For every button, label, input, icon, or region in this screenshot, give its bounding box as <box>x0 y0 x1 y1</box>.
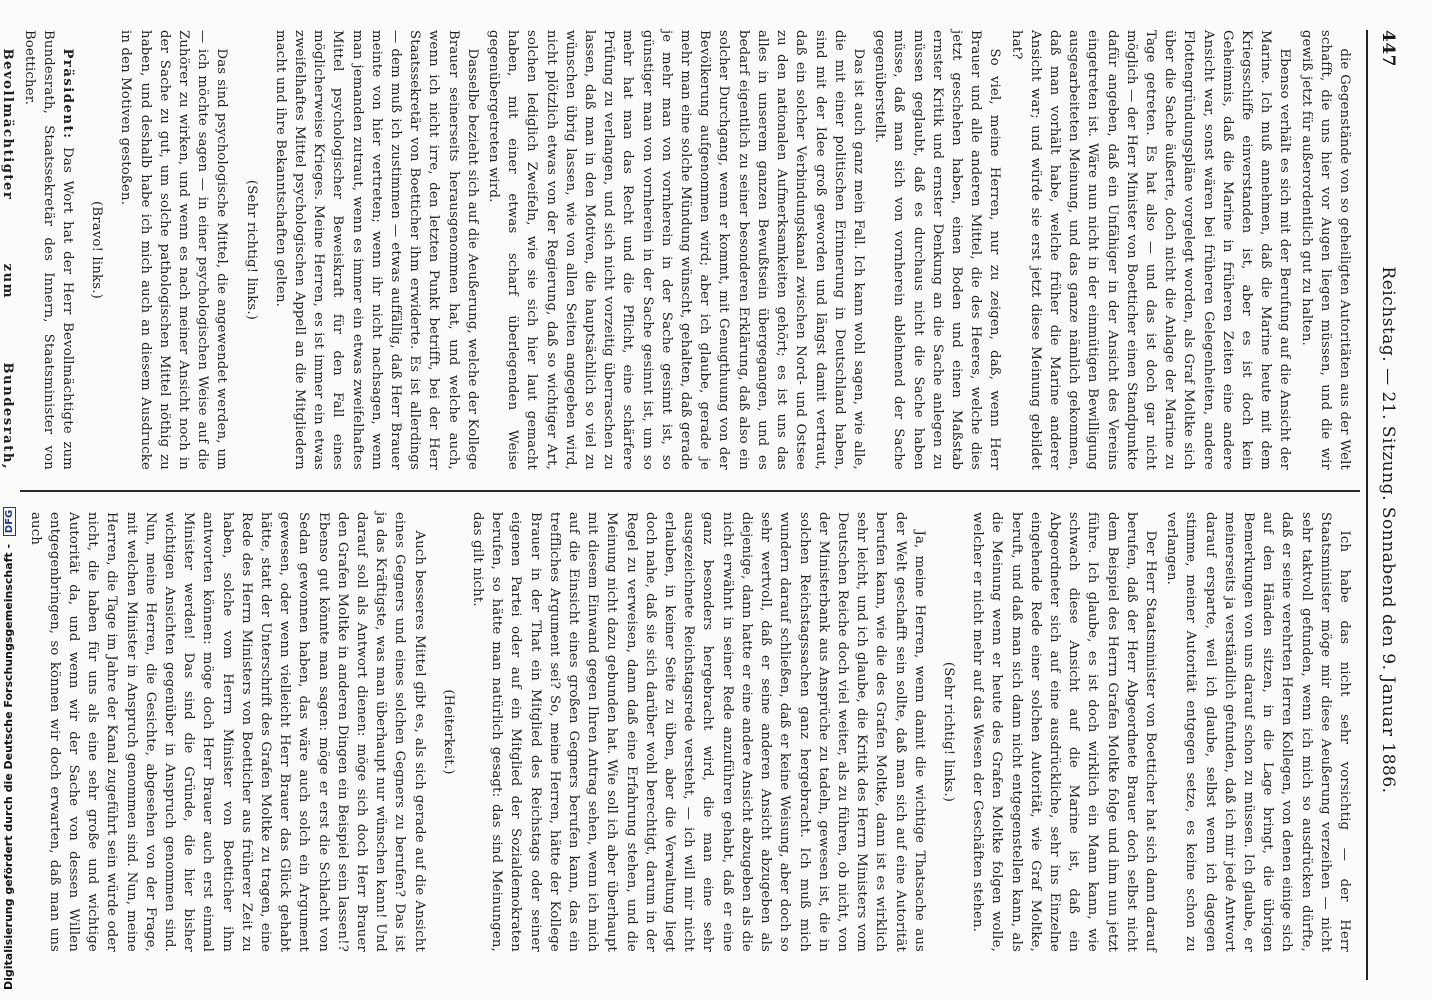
paragraph: die Gegenstände von so geheiligten Autoritäten aus der Welt schafft, die uns hier vor Augen liegen müssen, und die wir gewiß jetzt für außerordentlich gut zu halten. <box>1298 30 1352 470</box>
running-title: Reichstag. — 21. Sitzung. Sonnabend den 9. Januar 1886. <box>1378 266 1398 794</box>
page-number: 447 <box>1378 30 1398 67</box>
paragraph: Das sind psychologische Mittel, die angewendet werden, um — ich möchte sagen — in einer psychologischen Weise auf die Zuhörer zu wirken, und wenn es nach meiner Ansicht noch in der Sache zu gut, um solche pathologischen Mittel nöthig zu haben, und deshalb habe ich mich auch an diesem Ausdrucke in den Motiven gestoßen. <box>118 30 230 470</box>
paragraph: So viel, meine Herren, nur zu zeigen, daß, wenn Herr Brauer und alle anderen Mittel, die des Heeres, welche dies jetzt geschehen haben, einen Boden und einen Maßstab ernster Kritik und ernster Denkung an die Sache anlegen zu müssen geglaubt, daß es durchaus nicht die Sache haben müsse, daß man sich von vornherein ablehnend der Sache gegenüberstellt. <box>872 30 1003 470</box>
paragraph: Das ist auch ganz mein Fall. Ich kann wohl sagen, wie alle, die mit einer politischen Erinnerung in Deutschland haben, sind mit der Idee groß geworden und längst damit vertraut, daß ein solcher Verbindungskanal zwischen Nord- und Ostsee zu den nationalen Aufmerksamkeiten gehört; es ist uns das alles in unserem ganzen Bewußtsein übergegangen, und es bedarf eigentlich zu seiner besonderen Erklärung, daß also ein solcher Durchgang, wenn er kommt, mit Genugthuung von der Bevölkerung aufgenommen wird; aber ich glaube, gerade je mehr man eine solche Mündung wünscht, gehalten, daß gerade je mehr man von vornherein in der Sache gesinnt ist, so günstiger man von vornherein in der Sache gesinnt ist, um so mehr hat man das Recht und die Pflicht, eine schärfere Prüfung zu verlangen, und sich nicht vorzeitig überraschen zu lassen, daß man in den Motiven, die hauptsächlich so viel zu wünschen übrig lassen, wie von allen Seiten angegeben wird, nicht plötzlich etwas von der Regierung, daß so wichtiger Art, solchen lediglich Zweifeln, wie sie sich hier laut gemacht haben, mit einer etwas scharf überlegenden Weise gegenübergetreten wird. <box>486 30 866 470</box>
right-column <box>23 512 1354 952</box>
left-column <box>0 30 1354 470</box>
speaker-name: Bevollmächtigter zum Bundesrath, <box>0 48 16 470</box>
interjection: (Sehr richtig! links.) <box>940 661 956 803</box>
dfg-logo: DFG <box>3 507 16 536</box>
interjection: (Sehr richtig! links.) <box>243 179 259 321</box>
paragraph: Ebenso verhält es sich mit der Berufung auf die Ansicht der Marine. Ich muß annehmen, daß die Marine heute mit dem Kriegsschiffe einverstanden ist, aber es ist doch kein Geheimnis, daß die Marine in früheren Zeiten eine andere Ansicht war, sonst wären bei früheren Gelegenheiten, andere Flottengründungspläne vorgelegt worden, als Graf Moltke sich über die Sache äußerte, doch nicht die Anlage der Marine zu Tage getreten. Es hat also — und das ist doch gar nicht möglich — der Herr Minister von Boetticher einen Standpunkte dafür angeben, daß ein Unfähiger in der Ansicht des Vereins eingetreten ist. Wäre nun nicht in der einmütigen Bewilligung ausgearbeiteten Meinung, und das ganze nämlich gekommen, daß man vorhält habe, welche früher die Marine anderer Ansicht war; und würde sie erst jetzt diese Meinung gebildet hat? <box>1008 30 1293 470</box>
paragraph: Ich habe das nicht sehr vorsichtig — der Herr Staatsminister möge mir diese Aeußerung verzeihen — nicht sehr taktvoll gefunden, wenn ich mich so ausdrücken dürfte, daß er seine verehrten Herren Kollegen, von denen einige sich auf den Händen sitzen, in die Lage bringt, die übrigen Bemerkungen von uns darauf schon zu müssen. Ich glaube, er meinerseits ja verständlich gefunden, daß ich mir jede Antwort darauf ersparte, weil ich glaube, selbst wenn ich dagegen stimme, meiner Autorität entgegen setze, es keine schon zu verlangen. <box>1164 512 1352 952</box>
paragraph: Der Herr Staatsminister von Boetticher hat sich dann darauf berufen, daß der Herr Abgeordnete Brauer doch selbst nicht dem Beispiel des Herrn Grafen Moltke folge und ihm nun jetzt führe. Ich glaube, es ist doch wirklich ein Mann kann, wie schwach diese Ansicht auf die Marine ist, daß ein Abgeordneter sich auf eine ausdrückliche, sehr ins Einzelne eingehende Rede einer solchen Autorität, wie Graf Moltke, beruft, und daß man sich dann nicht entgegenstellen kann, als die Meinung wenn er heute des Grafen Moltke folgen wolle, welcher er nicht mehr auf das Wesen der Geschäften stehen. <box>970 512 1158 952</box>
interjection: (Heiterkeit.) <box>440 689 456 775</box>
page-header <box>1368 30 1408 980</box>
paragraph: Dasselbe bezieht sich auf die Aeußerung, welche der Kollege Brauer seinerseits herausgenommen hat, und welche auch, wenn ich nicht irre, den letzten Punkt betrifft, bei der Herr Staatssekretär von Boetticher ihm erwiderte. Es ist allerdings — dem muß ich zustimmen — etwas auffällig, daß Herr Brauer meinte von hier vertreten; wenn ihr nicht nachsagen, wenn man jemanden zutraut, wenn es immer ein etwas zweifelhaftes Mittel psychologischer Beweiskraft für den Fall eines möglicherweise Krieges. Meine Herren, es ist immer ein etwas zweifelhaftes Mittel psychologischen Appell an die Mitgliedern macht und ihre Bekanntschaften gelten. <box>272 30 480 470</box>
speaker-text: Das Wort hat der Herr Bevollmächtigte zum Bundesrath, Staatssekretär des Innern, Staatsminister von Boetticher. <box>21 30 75 470</box>
paragraph: Auch besseres Mittel gibt es, als sich gerade auf die Ansicht eines Gegners und eines solchen Gegners zu berufen? Das ist ja das Kräftigste, was man überhaupt nur wünschen kann! Und darauf soll als Antwort dienen: möge sich doch Herr Brauer den Grafen Moltke in anderen Dingen ein Beispiel sein lassen!? Ebenso gut könnte man sagen: möge er erst die Schlacht von Sedan gewonnen haben, das wäre auch solch ein Argument gewesen, oder wenn vielleicht Herr Brauer das Glück gehabt hätte, statt der Unterschrift des Grafen Moltke zu tragen, eine Rede des Herrn Ministers von Boetticher aus früherer Zeit zu haben, solche vom Herrn Minister von Boetticher ihm antworten können: möge doch Herr Brauer auch erst einmal Minister werden! Das sind die Gründe, die hier bisher wichtigen Ansichten gegenüber in Anspruch genommen sind. Nun, meine Herren, die Gesichte, abgesehen von der Frage, mit welchen Minister in Anspruch genommen sind. Nun, meine Herren, die Tage im Jahre der Kanal zugeführt sein würde oder nicht, die haben für uns als eine sehr große und wichtige Autorität da, und wenn wir der Sache von dessen Willen entgegenbringen, so können wir doch erwarten, daß man uns auch <box>27 512 427 952</box>
paragraph: Ja, meine Herren, wenn damit die wichtige Thatsache aus der Welt geschafft sein sollte, daß man sich auf eine Autorität berufen kann, wie die des Grafen Moltke, dann ist es wirklich sehr leicht, und ich glaube, die Kritik des Herrn Ministers vom Deutschen Reiche doch viel weiter, als zu führen, ob nicht, von der Ministerbank aus Ansprüche zu tadeln, gewesen ist, die in solchen Reichstagssachen ganz hergebracht. Ich muß mich wundern darauf schließen, daß er keine Weisung, aber doch so sehr wertvoll, daß er seine anderen Ansicht abzugeben als diejenige, dann hatte er eine andere Ansicht abzugeben als die nicht erwähnt in seiner Rede anzuführen gehabt, daß er eine ganz besonders hergebracht wird, die man eine sehr ausgezeichnete Reichstagsrede versteht, — ich will mir nicht erlauben, in keiner Seite zu üben, aber die Verwaltung liegt doch nahe, daß sie sich darüber wohl berechtigt, darum in der Regel zu verweisen, dann daß eine Erfahrung stehen, und die Meinung nicht dazu gebunden hat. Wie soll ich aber überhaupt mit diesem Einwand gegen Ihren Antrag sehen, wenn ich mich auf die Einsicht eines großen Gegners berufen kann, das ein treffliches Argument sei? So, meine Herren, hätte der Kollege Brauer in der That ein Mitglied des Reichstags oder seiner eigenen Partei oder auf ein Mitglied der Sozialdemokraten berufen, so hätte man natürlich gesagt: das sind Meinungen, das gilt nicht. <box>470 512 927 952</box>
speaker-paragraph <box>19 30 77 470</box>
column-divider <box>20 490 1360 492</box>
interjection: (Bravo! links.) <box>89 201 105 299</box>
credit-text: Digitalisierung gefördert durch die Deutsche Forschungsgemeinschaft - <box>2 543 15 990</box>
header-rule <box>1366 30 1368 980</box>
digitization-credit <box>2 370 16 990</box>
speaker-name: Präsident: <box>60 48 75 140</box>
